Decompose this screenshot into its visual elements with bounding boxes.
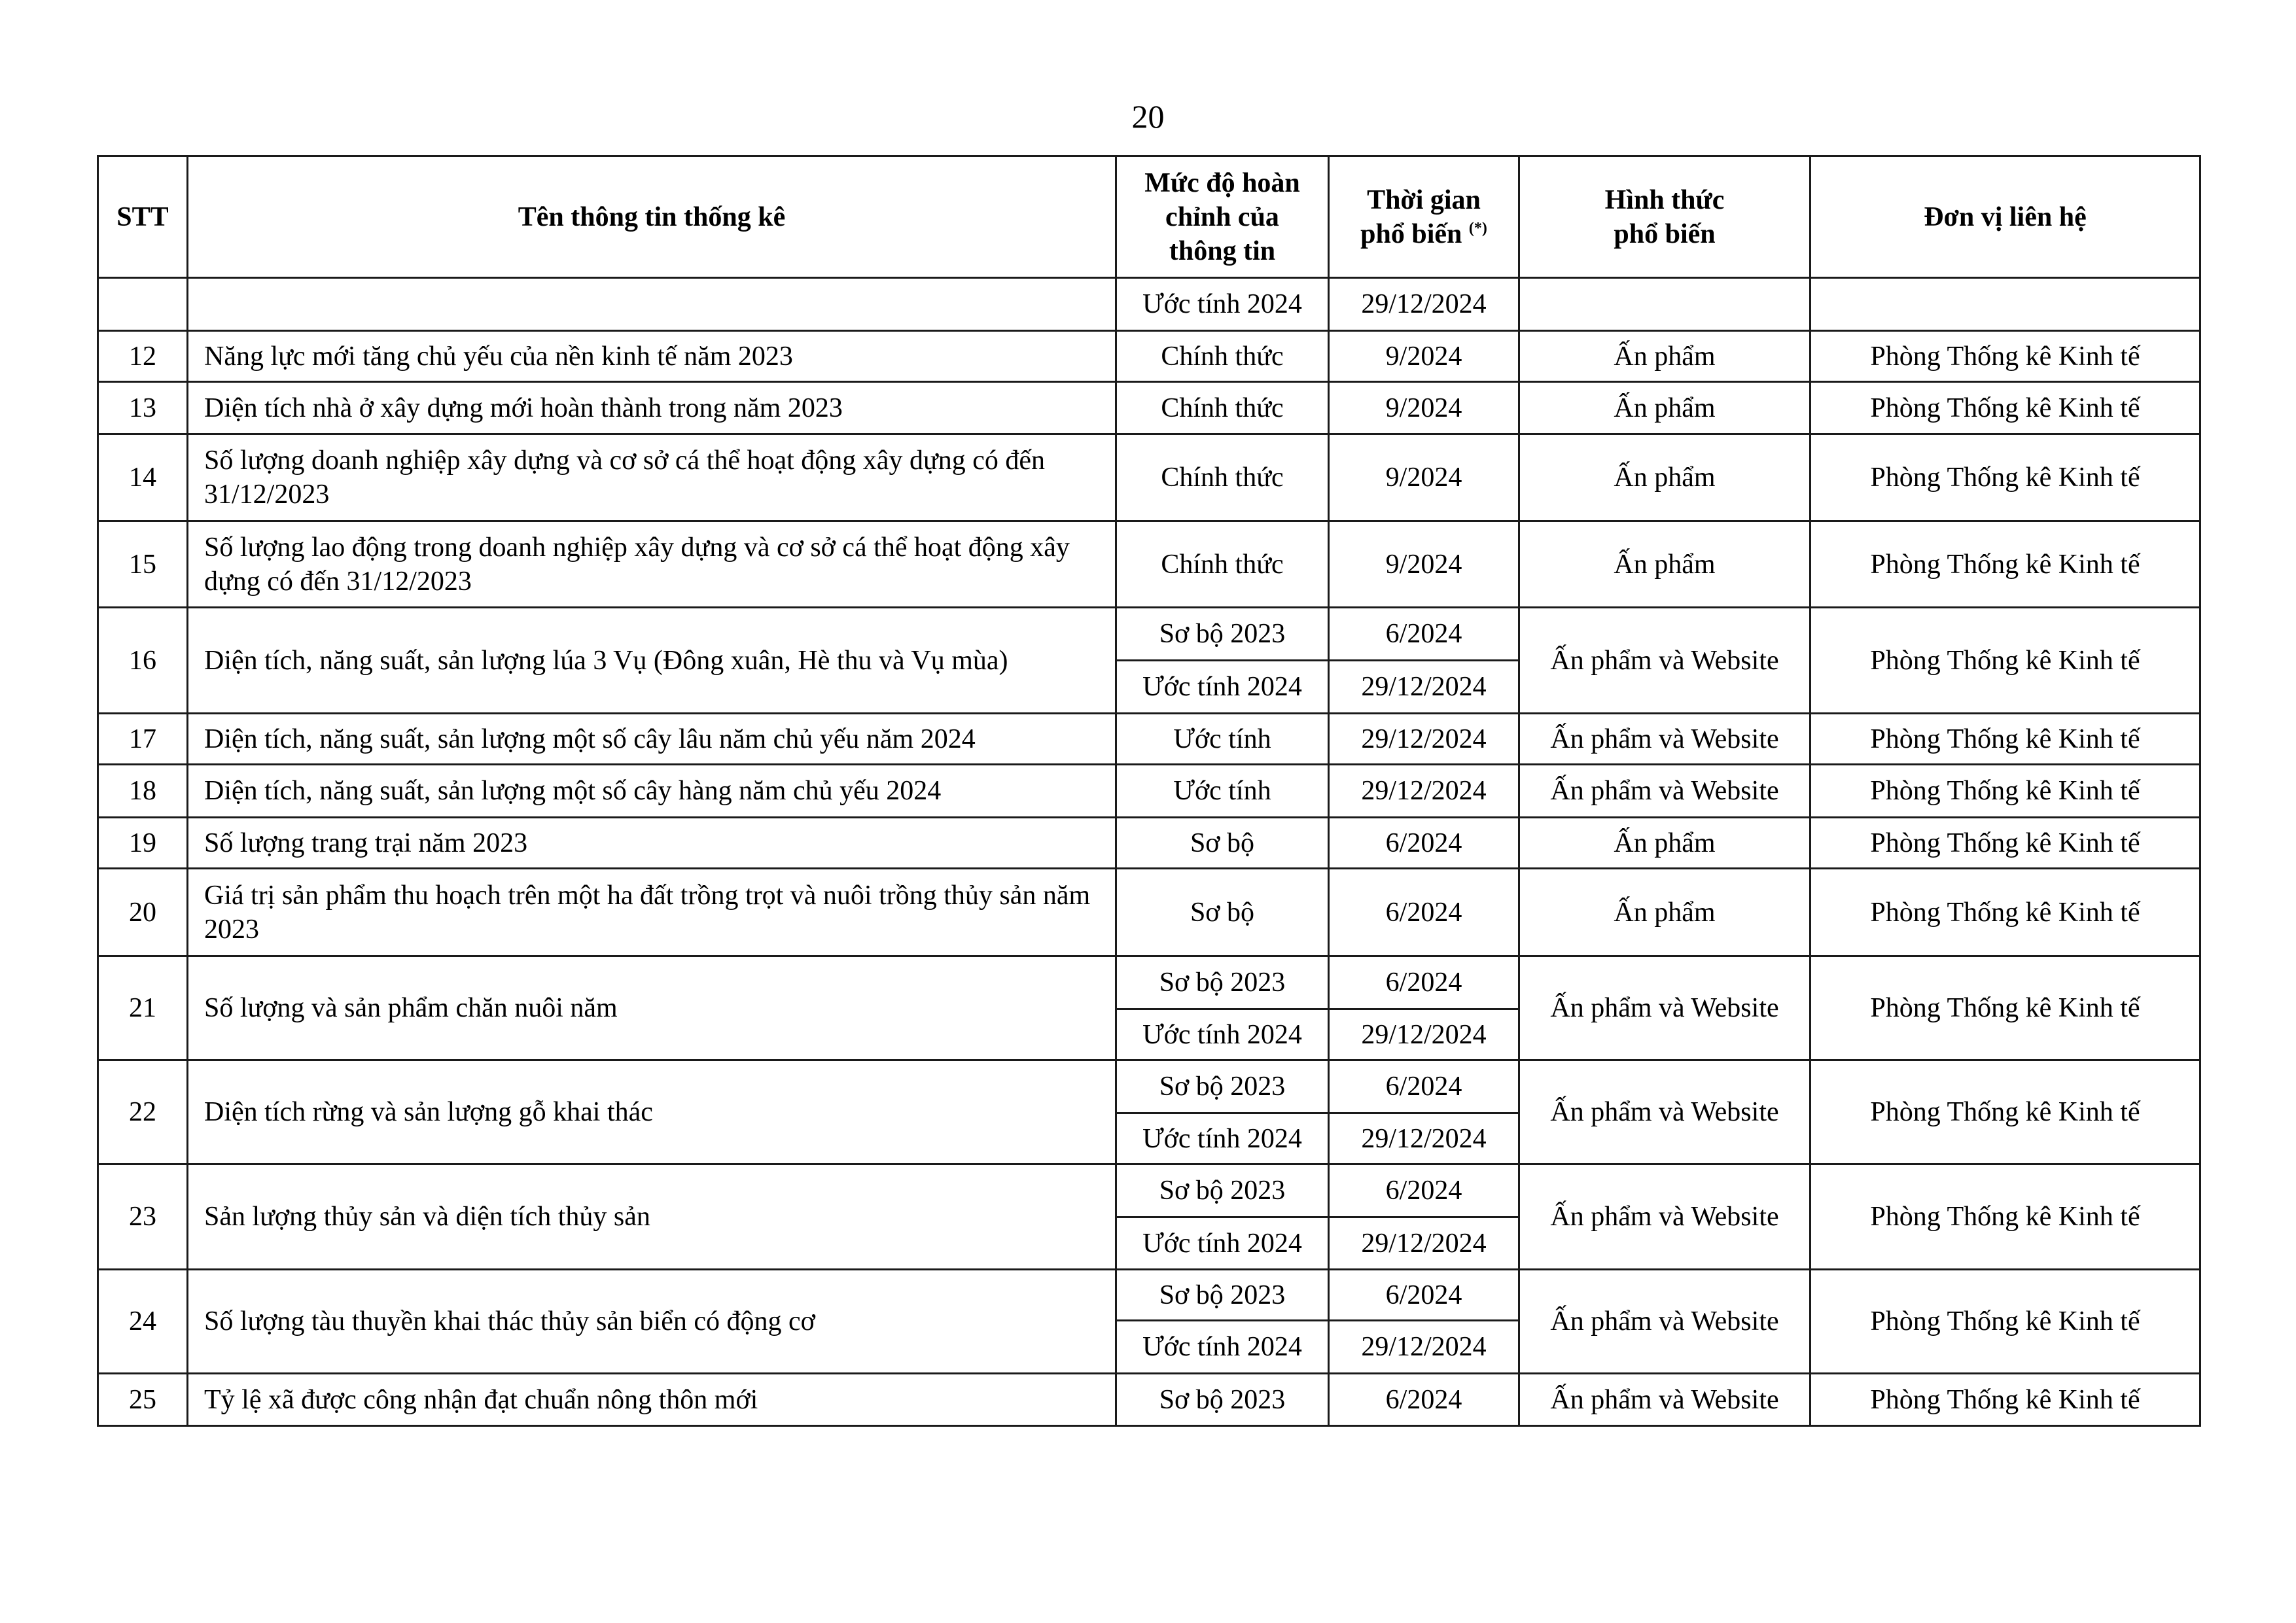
cell-name: Số lượng trang trại năm 2023 <box>188 818 1116 869</box>
header-form-line2: phổ biến <box>1614 218 1716 249</box>
cell-unit: Phòng Thống kê Kinh tế <box>1810 1270 2200 1374</box>
header-time-line2-wrap <box>1343 217 1505 251</box>
table-row <box>98 382 2200 434</box>
cell-stt: 22 <box>98 1060 188 1164</box>
cell-time: 29/12/2024 <box>1329 714 1519 765</box>
cell-name: Số lượng lao động trong doanh nghiệp xây dựng và cơ sở cá thể hoạt động xây dựng có đến 31/12/2023 <box>188 521 1116 608</box>
cell-unit: Phòng Thống kê Kinh tế <box>1810 608 2200 714</box>
table-row <box>98 1270 2200 1321</box>
header-name: Tên thông tin thống kê <box>188 156 1116 278</box>
cell-time: 9/2024 <box>1329 382 1519 434</box>
cell-form: Ấn phẩm <box>1519 382 1810 434</box>
cell-stt: 24 <box>98 1270 188 1374</box>
cell-unit: Phòng Thống kê Kinh tế <box>1810 382 2200 434</box>
cell-time: 6/2024 <box>1329 1164 1519 1217</box>
cell-name: Giá trị sản phẩm thu hoạch trên một ha đất trồng trọt và nuôi trồng thủy sản năm 2023 <box>188 869 1116 956</box>
cell-level: Ước tính 2024 <box>1116 1217 1329 1270</box>
cell-stt: 25 <box>98 1374 188 1426</box>
cell-level: Sơ bộ 2023 <box>1116 608 1329 661</box>
cell-level: Sơ bộ 2023 <box>1116 1060 1329 1113</box>
continuation-row <box>98 278 2200 331</box>
cell-time: 9/2024 <box>1329 521 1519 608</box>
cell-level: Ước tính 2024 <box>1116 661 1329 714</box>
cell-form: Ấn phẩm và Website <box>1519 1164 1810 1270</box>
cell-form <box>1519 278 1810 331</box>
cell-level: Ước tính 2024 <box>1116 278 1329 331</box>
cell-name: Sản lượng thủy sản và diện tích thủy sản <box>188 1164 1116 1270</box>
cell-time: 29/12/2024 <box>1329 1113 1519 1164</box>
cell-form: Ấn phẩm và Website <box>1519 1270 1810 1374</box>
cell-name: Số lượng và sản phẩm chăn nuôi năm <box>188 956 1116 1060</box>
cell-time: 6/2024 <box>1329 608 1519 661</box>
cell-level: Sơ bộ <box>1116 869 1329 956</box>
cell-stt: 23 <box>98 1164 188 1270</box>
cell-form: Ấn phẩm và Website <box>1519 608 1810 714</box>
cell-level: Chính thức <box>1116 521 1329 608</box>
cell-stt: 20 <box>98 869 188 956</box>
cell-level: Chính thức <box>1116 434 1329 521</box>
page-number: 20 <box>1131 98 1165 135</box>
table-row <box>98 956 2200 1009</box>
cell-level: Sơ bộ 2023 <box>1116 1374 1329 1426</box>
header-level <box>1116 156 1329 278</box>
table-row <box>98 434 2200 521</box>
cell-time: 29/12/2024 <box>1329 1009 1519 1060</box>
cell-time: 29/12/2024 <box>1329 1321 1519 1374</box>
cell-stt: 16 <box>98 608 188 714</box>
cell-unit: Phòng Thống kê Kinh tế <box>1810 818 2200 869</box>
cell-unit: Phòng Thống kê Kinh tế <box>1810 869 2200 956</box>
cell-name: Diện tích, năng suất, sản lượng lúa 3 Vụ (Đông xuân, Hè thu và Vụ mùa) <box>188 608 1116 714</box>
table-row <box>98 331 2200 382</box>
cell-stt: 18 <box>98 765 188 818</box>
table-row <box>98 1164 2200 1217</box>
header-level-line1: Mức độ hoàn <box>1144 167 1300 198</box>
table-row <box>98 1374 2200 1426</box>
cell-level: Ước tính 2024 <box>1116 1009 1329 1060</box>
cell-level: Sơ bộ 2023 <box>1116 956 1329 1009</box>
cell-time: 6/2024 <box>1329 956 1519 1009</box>
cell-name: Số lượng doanh nghiệp xây dựng và cơ sở cá thể hoạt động xây dựng có đến 31/12/2023 <box>188 434 1116 521</box>
cell-form: Ấn phẩm và Website <box>1519 956 1810 1060</box>
cell-unit: Phòng Thống kê Kinh tế <box>1810 331 2200 382</box>
header-time-line2: phổ biến <box>1360 218 1462 249</box>
cell-level: Sơ bộ <box>1116 818 1329 869</box>
cell-name: Diện tích rừng và sản lượng gỗ khai thác <box>188 1060 1116 1164</box>
cell-stt: 21 <box>98 956 188 1060</box>
table-row <box>98 714 2200 765</box>
table-row <box>98 818 2200 869</box>
cell-unit: Phòng Thống kê Kinh tế <box>1810 765 2200 818</box>
cell-unit: Phòng Thống kê Kinh tế <box>1810 714 2200 765</box>
cell-time: 29/12/2024 <box>1329 1217 1519 1270</box>
cell-time: 29/12/2024 <box>1329 765 1519 818</box>
cell-form: Ấn phẩm và Website <box>1519 1060 1810 1164</box>
cell-time: 29/12/2024 <box>1329 278 1519 331</box>
cell-time: 29/12/2024 <box>1329 661 1519 714</box>
cell-level: Sơ bộ 2023 <box>1116 1164 1329 1217</box>
header-stt: STT <box>98 156 188 278</box>
cell-time: 6/2024 <box>1329 1060 1519 1113</box>
cell-form: Ấn phẩm và Website <box>1519 1374 1810 1426</box>
cell-level: Ước tính 2024 <box>1116 1113 1329 1164</box>
statistics-table <box>97 155 2201 1427</box>
cell-form: Ấn phẩm <box>1519 869 1810 956</box>
header-time <box>1329 156 1519 278</box>
header-form-line1: Hình thức <box>1604 184 1725 215</box>
cell-level: Sơ bộ 2023 <box>1116 1270 1329 1321</box>
table-row <box>98 765 2200 818</box>
cell-form: Ấn phẩm <box>1519 818 1810 869</box>
header-time-line1: Thời gian <box>1367 184 1481 215</box>
header-row <box>98 156 2200 278</box>
cell-unit: Phòng Thống kê Kinh tế <box>1810 956 2200 1060</box>
cell-level: Chính thức <box>1116 331 1329 382</box>
cell-stt: 12 <box>98 331 188 382</box>
cell-name: Diện tích, năng suất, sản lượng một số cây lâu năm chủ yếu năm 2024 <box>188 714 1116 765</box>
cell-unit <box>1810 278 2200 331</box>
table-row <box>98 521 2200 608</box>
cell-stt: 14 <box>98 434 188 521</box>
cell-name: Tỷ lệ xã được công nhận đạt chuẩn nông thôn mới <box>188 1374 1116 1426</box>
table-row <box>98 869 2200 956</box>
header-form <box>1519 156 1810 278</box>
cell-level: Ước tính 2024 <box>1116 1321 1329 1374</box>
cell-unit: Phòng Thống kê Kinh tế <box>1810 434 2200 521</box>
cell-unit: Phòng Thống kê Kinh tế <box>1810 1060 2200 1164</box>
cell-time: 6/2024 <box>1329 1374 1519 1426</box>
cell-form: Ấn phẩm <box>1519 521 1810 608</box>
cell-stt: 17 <box>98 714 188 765</box>
cell-name <box>188 278 1116 331</box>
cell-form: Ấn phẩm và Website <box>1519 765 1810 818</box>
cell-time: 6/2024 <box>1329 1270 1519 1321</box>
cell-name: Số lượng tàu thuyền khai thác thủy sản biển có động cơ <box>188 1270 1116 1374</box>
cell-time: 9/2024 <box>1329 434 1519 521</box>
header-unit: Đơn vị liên hệ <box>1810 156 2200 278</box>
cell-level: Ước tính <box>1116 714 1329 765</box>
cell-time: 6/2024 <box>1329 869 1519 956</box>
cell-unit: Phòng Thống kê Kinh tế <box>1810 521 2200 608</box>
cell-stt: 15 <box>98 521 188 608</box>
cell-form: Ấn phẩm <box>1519 434 1810 521</box>
table-row <box>98 608 2200 661</box>
table-row <box>98 1060 2200 1113</box>
header-level-line3: thông tin <box>1169 236 1276 266</box>
cell-stt: 13 <box>98 382 188 434</box>
header-time-note: (*) <box>1468 219 1487 237</box>
cell-unit: Phòng Thống kê Kinh tế <box>1810 1164 2200 1270</box>
header-level-line2: chỉnh của <box>1165 201 1279 232</box>
cell-time: 9/2024 <box>1329 331 1519 382</box>
cell-unit: Phòng Thống kê Kinh tế <box>1810 1374 2200 1426</box>
cell-time: 6/2024 <box>1329 818 1519 869</box>
cell-level: Ước tính <box>1116 765 1329 818</box>
cell-form: Ấn phẩm và Website <box>1519 714 1810 765</box>
cell-name: Diện tích nhà ở xây dựng mới hoàn thành trong năm 2023 <box>188 382 1116 434</box>
cell-form: Ấn phẩm <box>1519 331 1810 382</box>
cell-name: Diện tích, năng suất, sản lượng một số cây hàng năm chủ yếu 2024 <box>188 765 1116 818</box>
cell-stt <box>98 278 188 331</box>
cell-name: Năng lực mới tăng chủ yếu của nền kinh tế năm 2023 <box>188 331 1116 382</box>
cell-stt: 19 <box>98 818 188 869</box>
cell-level: Chính thức <box>1116 382 1329 434</box>
